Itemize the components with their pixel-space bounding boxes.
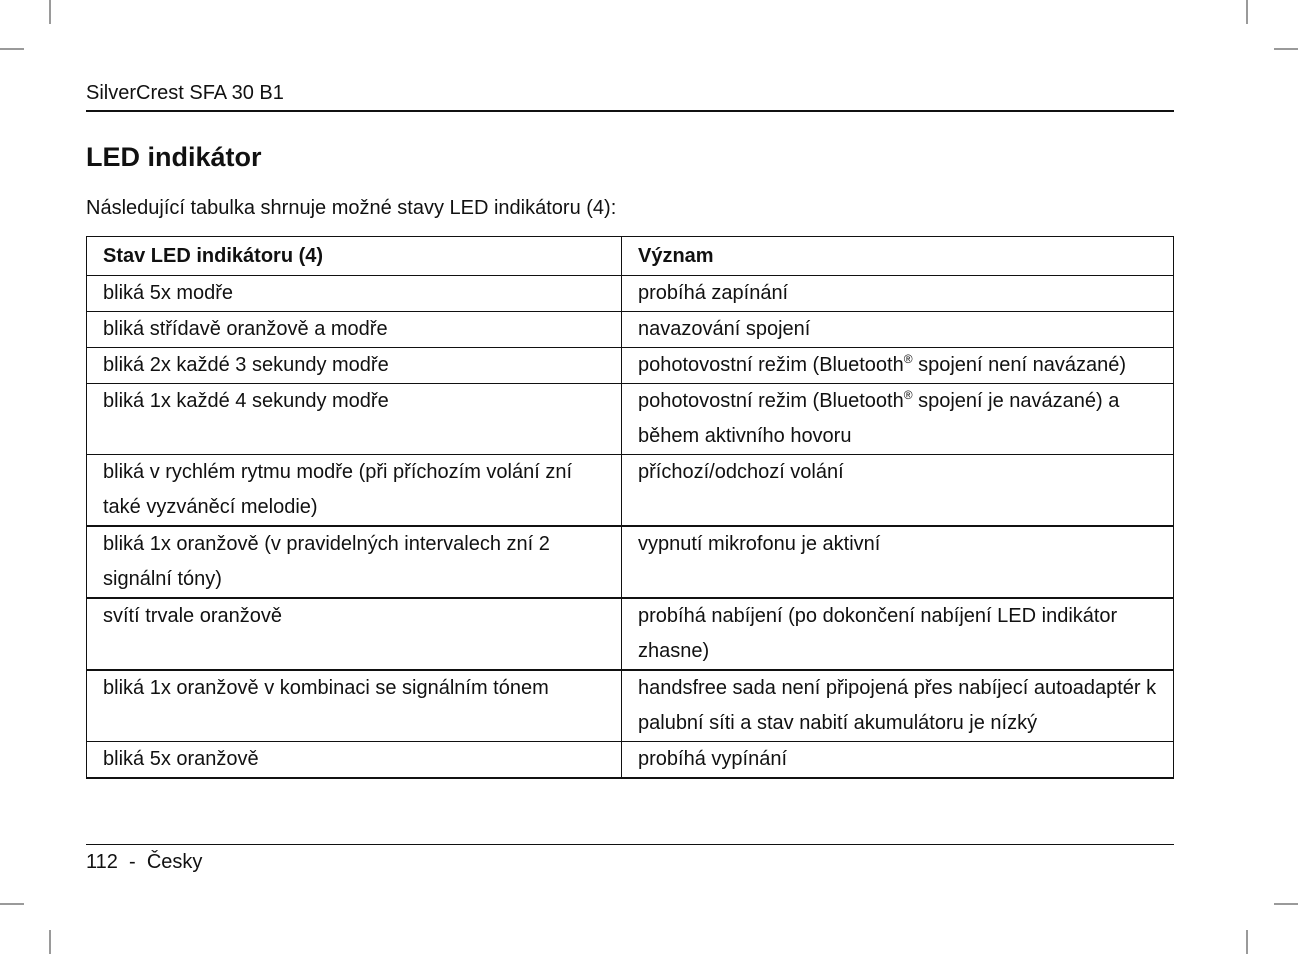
footer-separator: -	[129, 851, 136, 873]
registered-mark: ®	[903, 352, 913, 366]
table-row	[87, 312, 1174, 348]
registered-mark: ®	[903, 388, 913, 402]
crop-mark	[0, 903, 24, 905]
table-row	[87, 348, 1174, 384]
meaning-text: pohotovostní režim (Bluetooth	[638, 354, 904, 376]
meaning-cell	[622, 348, 1174, 384]
led-status-table	[86, 236, 1174, 779]
state-cell: bliká 2x každé 3 sekundy modře	[87, 348, 622, 384]
meaning-cell: navazování spojení	[622, 312, 1174, 348]
table-row	[87, 742, 1174, 779]
intro-paragraph: Následující tabulka shrnuje možné stavy LED indikátoru (4):	[86, 197, 617, 219]
meaning-cell: příchozí/odchozí volání	[622, 455, 1174, 527]
table-row	[87, 276, 1174, 312]
meaning-cell: handsfree sada není připojená přes nabíjecí autoadaptér k palubní síti a stav nabití akumulátoru je nízký	[622, 670, 1174, 742]
table-row	[87, 455, 1174, 527]
page-number: 112	[86, 851, 118, 873]
crop-mark	[1274, 903, 1298, 905]
crop-mark	[49, 0, 51, 24]
state-cell: bliká 1x každé 4 sekundy modře	[87, 384, 622, 455]
meaning-text: pohotovostní režim (Bluetooth	[638, 390, 904, 412]
state-cell: bliká střídavě oranžově a modře	[87, 312, 622, 348]
state-cell: svítí trvale oranžově	[87, 598, 622, 670]
footer-language: Česky	[146, 851, 203, 873]
table-row	[87, 526, 1174, 598]
column-header-meaning: Význam	[622, 237, 1174, 276]
state-cell: bliká 1x oranžově v kombinaci se signálním tónem	[87, 670, 622, 742]
meaning-cell	[622, 384, 1174, 455]
header-rule	[86, 110, 1174, 112]
crop-mark	[1274, 48, 1298, 50]
state-cell: bliká 5x modře	[87, 276, 622, 312]
meaning-text: spojení není navázané)	[912, 354, 1127, 376]
page-title: LED indikátor	[86, 142, 262, 172]
table-header-row	[87, 237, 1174, 276]
footer-rule	[86, 844, 1174, 845]
meaning-cell: probíhá vypínání	[622, 742, 1174, 779]
crop-mark	[49, 930, 51, 954]
page-footer	[86, 851, 202, 874]
column-header-state: Stav LED indikátoru (4)	[87, 237, 622, 276]
crop-mark	[0, 48, 24, 50]
meaning-cell: probíhá zapínání	[622, 276, 1174, 312]
meaning-text: spojení je navázané) a během aktivního hovoru	[638, 390, 1120, 447]
meaning-cell: probíhá nabíjení (po dokončení nabíjení LED indikátor zhasne)	[622, 598, 1174, 670]
crop-mark	[1246, 930, 1248, 954]
state-cell: bliká 5x oranžově	[87, 742, 622, 779]
running-header: SilverCrest SFA 30 B1	[86, 82, 284, 104]
crop-mark	[1246, 0, 1248, 24]
table-row	[87, 670, 1174, 742]
state-cell: bliká 1x oranžově (v pravidelných intervalech zní 2 signální tóny)	[87, 526, 622, 598]
table-row	[87, 598, 1174, 670]
state-cell: bliká v rychlém rytmu modře (při příchozím volání zní také vyzváněcí melodie)	[87, 455, 622, 527]
meaning-cell: vypnutí mikrofonu je aktivní	[622, 526, 1174, 598]
table-row	[87, 384, 1174, 455]
